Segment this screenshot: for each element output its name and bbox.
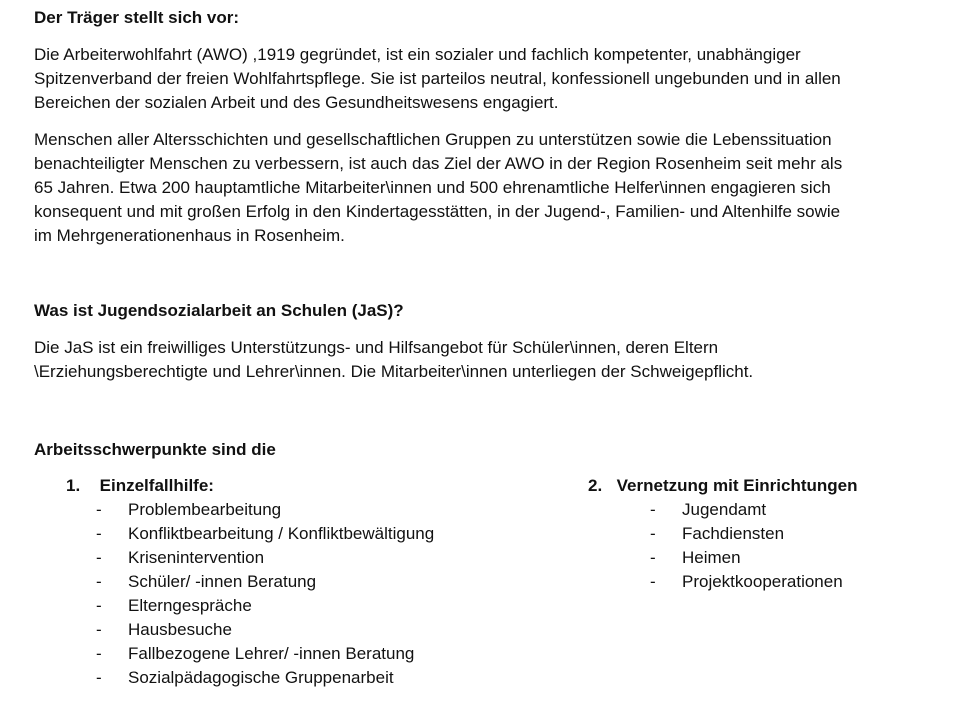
list-item-text: Hausbesuche [128, 620, 232, 639]
list-item [650, 522, 843, 546]
dash-bullet: - [650, 524, 656, 543]
list-item-text: Elterngespräche [128, 596, 252, 615]
text-line: Bereichen der sozialen Arbeit und des Gesundheitswesens engagiert. [34, 93, 559, 112]
list-item-text: Fachdiensten [682, 524, 785, 543]
list-item [96, 642, 434, 666]
list-item-text: Sozialpädagogische Gruppenarbeit [128, 668, 394, 687]
text-line: 65 Jahren. Etwa 200 hauptamtliche Mitarbeiter\innen und 500 ehrenamtliche Helfer\innen engagieren sich [34, 178, 831, 197]
list2-title [588, 476, 858, 496]
list1-items [96, 498, 434, 690]
list-item-text: Projektkooperationen [682, 572, 843, 591]
list-item-text: Schüler/ -innen Beratung [128, 572, 317, 591]
dash-bullet: - [650, 548, 656, 567]
list-item [96, 570, 434, 594]
list-item [650, 498, 843, 522]
text-line: \Erziehungsberechtigte und Lehrer\innen. Die Mitarbeiter\innen unterliegen der Schweigepflicht. [34, 362, 754, 381]
list2-title-text: Vernetzung mit Einrichtungen [616, 476, 858, 495]
text-line: im Mehrgenerationenhaus in Rosenheim. [34, 226, 345, 245]
dash-bullet: - [96, 668, 102, 687]
list-item [650, 570, 843, 594]
list-item [650, 546, 843, 570]
dash-bullet: - [96, 548, 102, 567]
dash-bullet: - [96, 572, 102, 591]
list1-title-text: Einzelfallhilfe: [99, 476, 214, 495]
list-item [96, 498, 434, 522]
dash-bullet: - [96, 500, 102, 519]
text-line: Menschen aller Altersschichten und gesellschaftlichen Gruppen zu unterstützen sowie die Lebenssituation [34, 130, 832, 149]
jas-heading: Was ist Jugendsozialarbeit an Schulen (JaS)? [34, 301, 404, 320]
list-item [96, 666, 434, 690]
jas-paragraph [34, 336, 954, 384]
list-item [96, 618, 434, 642]
list-item-text: Krisenintervention [128, 548, 265, 567]
dash-bullet: - [650, 500, 656, 519]
focus-heading: Arbeitsschwerpunkte sind die [34, 440, 276, 459]
list-item [96, 522, 434, 546]
list2-items [650, 498, 843, 594]
list-item-text: Jugendamt [682, 500, 767, 519]
list-item-text: Fallbezogene Lehrer/ -innen Beratung [128, 644, 415, 663]
list1-number: 1. [66, 476, 81, 495]
dash-bullet: - [96, 620, 102, 639]
list-item-text: Heimen [682, 548, 741, 567]
list2-number: 2. [588, 476, 603, 495]
list-item [96, 546, 434, 570]
text-line: konsequent und mit großen Erfolg in den Kindertagesstätten, in der Jugend-, Familien- und Altenhilfe sowie [34, 202, 841, 221]
intro-heading: Der Träger stellt sich vor: [34, 8, 240, 27]
text-line: benachteiligter Menschen zu verbessern, ist auch das Ziel der AWO in der Region Rosenheim seit mehr als [34, 154, 843, 173]
list-item-text: Konfliktbearbeitung / Konfliktbewältigung [128, 524, 435, 543]
intro-paragraph-2 [34, 128, 954, 248]
dash-bullet: - [96, 596, 102, 615]
text-line: Die JaS ist ein freiwilliges Unterstützungs- und Hilfsangebot für Schüler\innen, deren Eltern [34, 338, 719, 357]
text-line: Die Arbeiterwohlfahrt (AWO) ,1919 gegründet, ist ein sozialer und fachlich kompetenter, unabhängiger [34, 45, 801, 64]
list1-title [66, 476, 214, 496]
dash-bullet: - [96, 524, 102, 543]
list-item [96, 594, 434, 618]
intro-paragraph-1 [34, 43, 954, 115]
list-item-text: Problembearbeitung [128, 500, 282, 519]
dash-bullet: - [650, 572, 656, 591]
text-line: Spitzenverband der freien Wohlfahrtspflege. Sie ist parteilos neutral, konfessionell ungebunden und in allen [34, 69, 841, 88]
dash-bullet: - [96, 644, 102, 663]
